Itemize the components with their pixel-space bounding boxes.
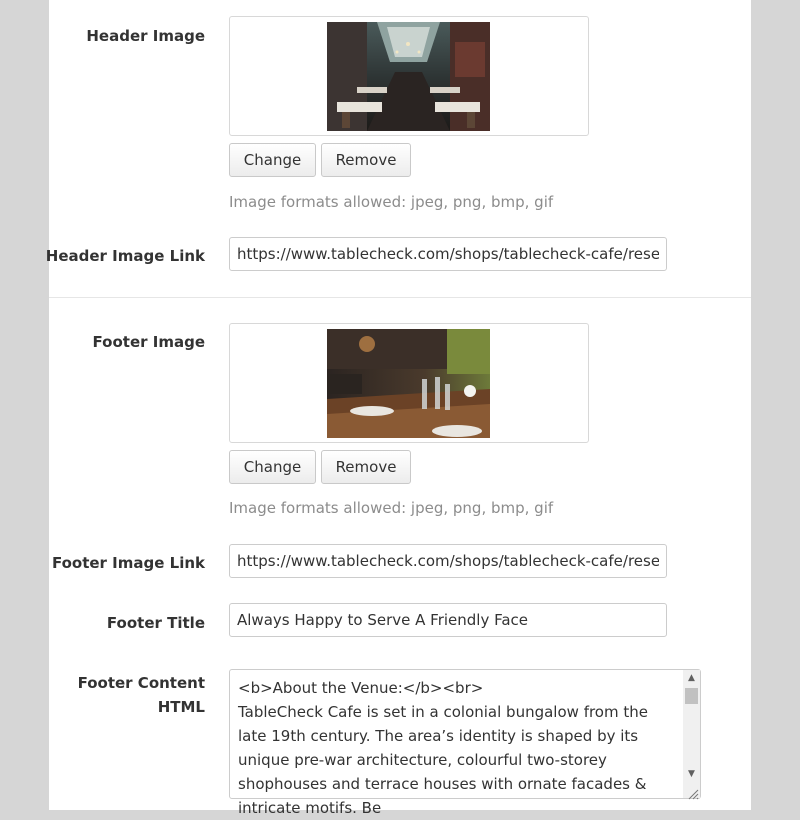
- footer-content-label: [35, 671, 205, 719]
- header-image-formats-hint: Image formats allowed: jpeg, png, bmp, gif: [229, 193, 554, 211]
- header-change-button[interactable]: Change: [229, 143, 316, 177]
- section-divider: [49, 297, 751, 298]
- footer-title-input[interactable]: [229, 603, 667, 637]
- scroll-up-icon[interactable]: ▲: [688, 673, 695, 683]
- footer-title-label: Footer Title: [106, 614, 205, 632]
- footer-image-preview: [229, 323, 589, 443]
- footer-remove-button[interactable]: Remove: [321, 450, 411, 484]
- footer-content-label-line2: HTML: [157, 698, 205, 716]
- header-image-link-label: Header Image Link: [45, 247, 205, 265]
- header-image-preview: [229, 16, 589, 136]
- header-image-label: Header Image: [86, 27, 205, 45]
- resize-grip-icon[interactable]: [687, 785, 699, 797]
- scrollbar-thumb[interactable]: [685, 688, 698, 704]
- footer-image-formats-hint: Image formats allowed: jpeg, png, bmp, gif: [229, 499, 554, 517]
- footer-change-button[interactable]: Change: [229, 450, 316, 484]
- footer-content-label-line1: Footer Content: [77, 674, 205, 692]
- scroll-down-icon[interactable]: ▼: [688, 769, 695, 779]
- footer-image-label: Footer Image: [92, 333, 205, 351]
- footer-image-link-label: Footer Image Link: [51, 554, 205, 572]
- header-image-link-input[interactable]: [229, 237, 667, 271]
- textarea-scrollbar[interactable]: [683, 670, 700, 798]
- footer-content-textarea[interactable]: [229, 669, 701, 817]
- footer-image-thumbnail: [327, 329, 490, 438]
- header-remove-button[interactable]: Remove: [321, 143, 411, 177]
- footer-image-link-input[interactable]: [229, 544, 667, 578]
- footer-content-text[interactable]: <b>About the Venue:</b><br> TableCheck Cafe is set in a colonial bungalow from the late 19th century. The area’s identity is shaped by its unique pre-war architecture, colourful two-storey shophouses and terrace houses with ornate facades & intricate motifs. Be: [238, 679, 648, 817]
- header-image-thumbnail: [327, 22, 490, 131]
